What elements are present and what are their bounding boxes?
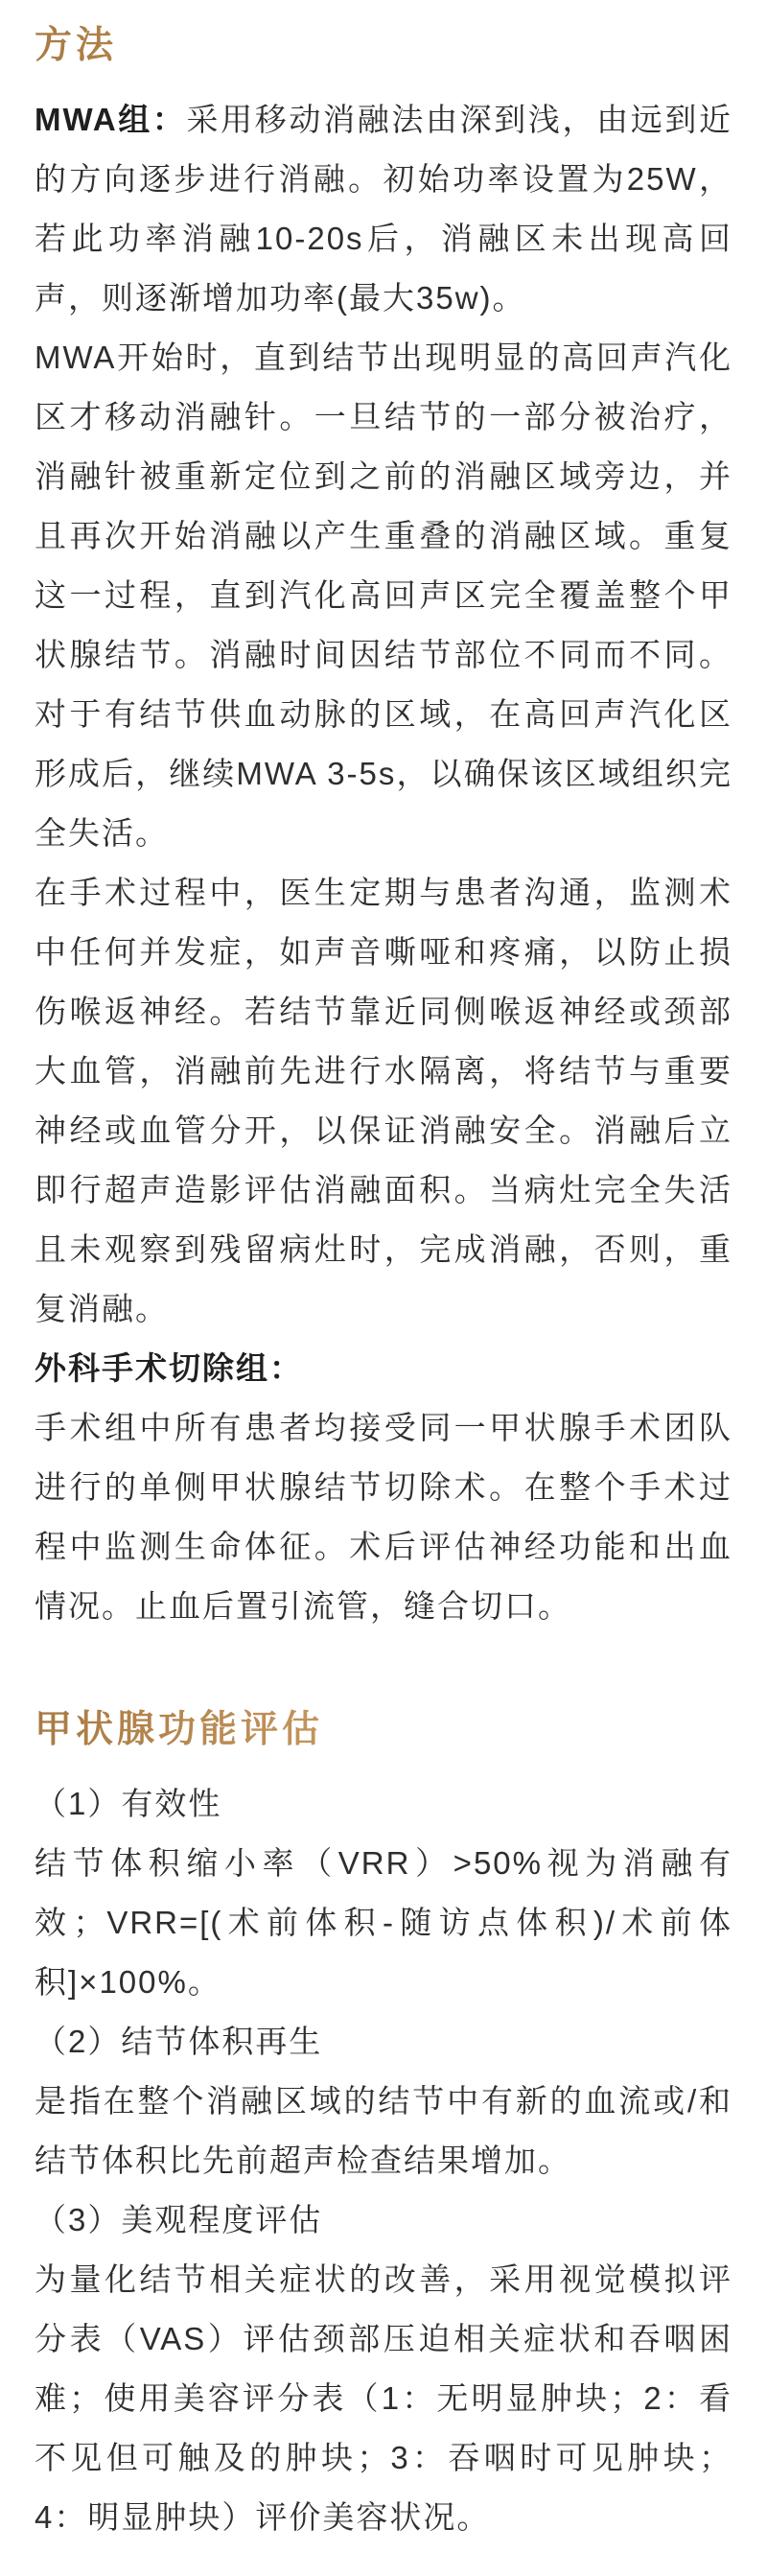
mwa-group-lead: MWA组： xyxy=(35,102,187,137)
paragraph-surgery-group-label xyxy=(35,1339,732,1398)
item-2-regrowth-title xyxy=(35,2012,732,2072)
surgery-procedure-text: 手术组中所有患者均接受同一甲状腺手术团队进行的单侧甲状腺结节切除术。在整个手术过程中监测生命体征。术后评估神经功能和出血情况。止血后置引流管，缝合切口。 xyxy=(35,1410,732,1624)
mwa-procedure-text: MWA开始时，直到结节出现明显的高回声汽化区才移动消融针。一旦结节的一部分被治疗，消融针被重新定位到之前的消融区域旁边，并且再次开始消融以产生重叠的消融区域。重复这一过程，直到汽化高回声区完全覆盖整个甲状腺结节。消融时间因结节部位不同而不同。对于有结节供血动脉的区域，在高回声汽化区形成后，继续MWA 3-5s，以确保该区域组织完全失活。 xyxy=(35,340,732,851)
item-2-detail-text: 是指在整个消融区域的结节中有新的血流或/和结节体积比先前超声检查结果增加。 xyxy=(35,2083,732,2178)
surgery-group-lead: 外科手术切除组： xyxy=(35,1350,303,1386)
item-2-regrowth-detail xyxy=(35,2072,732,2190)
section-thyroid-evaluation xyxy=(35,1705,732,2547)
paragraph-monitoring xyxy=(35,863,732,1339)
item-1-effectiveness-title xyxy=(35,1774,732,1834)
item-3-detail-text: 为量化结节相关症状的改善，采用视觉模拟评分表（VAS）评估颈部压迫相关症状和吞咽困难；使用美容评分表（1：无明显肿块；2：看不见但可触及的肿块；3：吞咽时可见肿块；4：明显肿块）评价美容状况。 xyxy=(35,2261,732,2535)
thyroid-evaluation-body xyxy=(35,1774,732,2547)
item-3-cosmetic-detail xyxy=(35,2250,732,2547)
item-1-title-text: （1）有效性 xyxy=(35,1786,222,1821)
paragraph-mwa-group xyxy=(35,90,732,328)
paragraph-surgery-procedure xyxy=(35,1398,732,1636)
methods-body xyxy=(35,90,732,1636)
item-2-title-text: （2）结节体积再生 xyxy=(35,2024,323,2059)
item-1-effectiveness-detail xyxy=(35,1834,732,2012)
thyroid-evaluation-heading: 甲状腺功能评估 xyxy=(35,1705,732,1755)
paragraph-mwa-procedure xyxy=(35,328,732,863)
mwa-group-text: 采用移动消融法由深到浅，由远到近的方向逐步进行消融。初始功率设置为25W，若此功率消融10-20s后，消融区未出现高回声，则逐渐增加功率(最大35w)。 xyxy=(35,102,732,316)
item-3-title-text: （3）美观程度评估 xyxy=(35,2202,323,2237)
methods-heading: 方法 xyxy=(35,21,732,71)
item-1-detail-text: 结节体积缩小率（VRR）>50%视为消融有效；VRR=[(术前体积-随访点体积)/术前体积]×100%。 xyxy=(35,1845,732,2000)
section-methods xyxy=(35,21,732,1636)
item-3-cosmetic-title xyxy=(35,2190,732,2250)
monitoring-text: 在手术过程中，医生定期与患者沟通，监测术中任何并发症，如声音嘶哑和疼痛，以防止损伤喉返神经。若结节靠近同侧喉返神经或颈部大血管，消融前先进行水隔离，将结节与重要神经或血管分开，以保证消融安全。消融后立即行超声造影评估消融面积。当病灶完全失活且未观察到残留病灶时，完成消融，否则，重复消融。 xyxy=(35,875,732,1326)
